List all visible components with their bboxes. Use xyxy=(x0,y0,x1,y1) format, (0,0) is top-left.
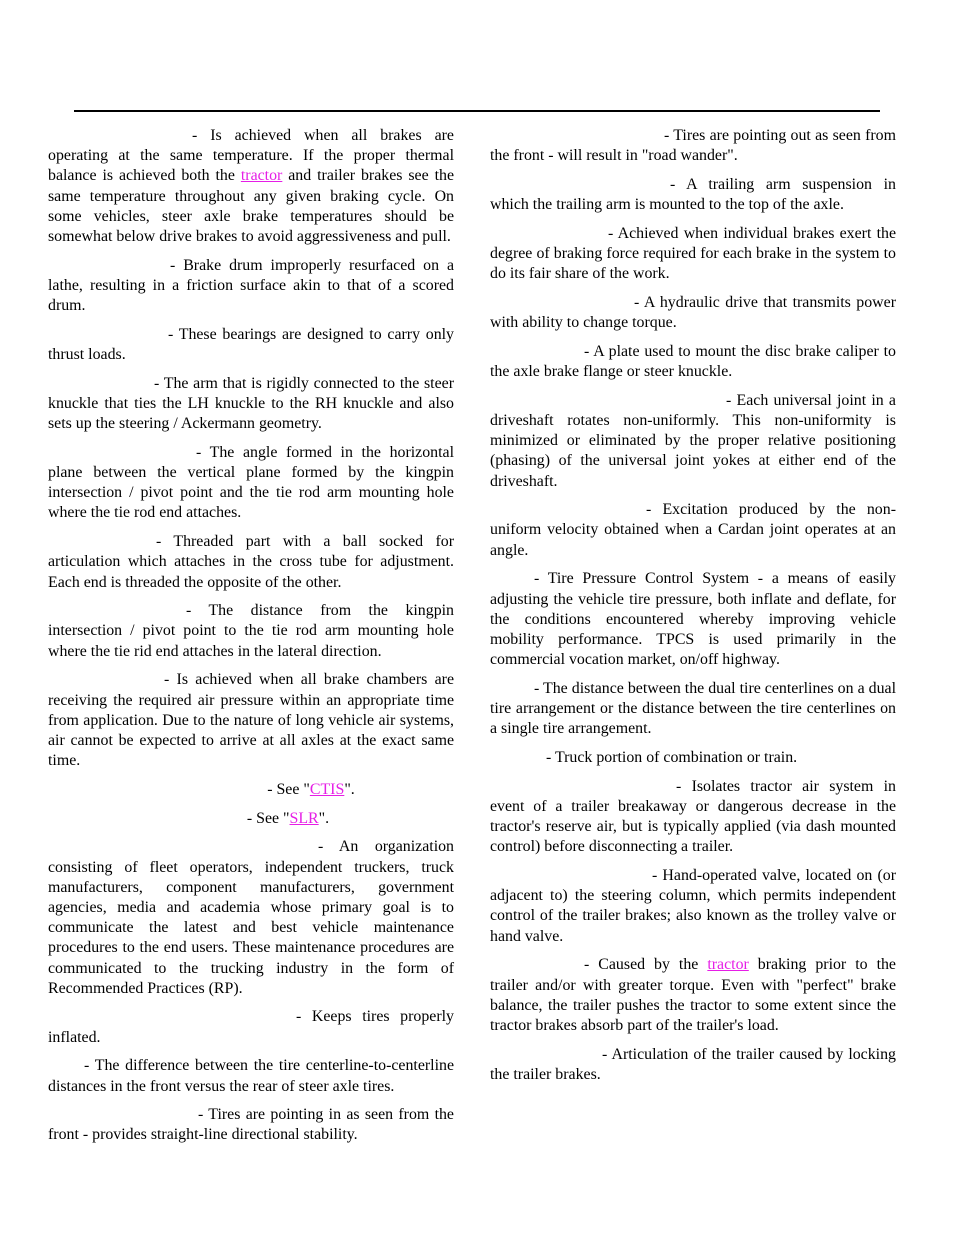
definition-tie-rod-arm-angle: - The angle formed in the horizontal plane between the vertical plane formed by the kingpin intersection / pivot point and the tie rod arm mounting hole where the tie rod end attaches. xyxy=(48,443,454,522)
definition-toe: - The difference between the tire centerline-to-centerline distances in the front versus the rear of steer axle tires. xyxy=(48,1057,454,1095)
definition-thermal-balance: - Is achieved when all brakes are operating at the same temperature. If the proper thermal balance is achieved both the tractor and trailer brakes see the same temperature throughout any given braking cycle. On some vehicles, steer axle brake temperatures should be somewhat below drive brakes to avoid aggressiveness and pull. xyxy=(48,127,454,246)
definition-organization: - An organization consisting of fleet operators, independent truckers, truck manufacturers, component manufacturers, government agencies, media and academia whose primary goal is to communicate the latest and best vehicle maintenance procedures to the end users. These maintenance procedures are communicated to the trucking industry in the form of Recommended Practices (RP). xyxy=(48,838,454,997)
right-column xyxy=(490,126,896,1094)
definition-torque-balance: - Achieved when individual brakes exert the degree of braking force required for each brake in the system to do its fair share of the work. xyxy=(490,224,896,283)
definition-drum-resurface: - Brake drum improperly resurfaced on a lathe, resulting in a friction surface akin to that of a scored drum. xyxy=(48,256,454,315)
definition-tire-inflation: - Keeps tires properly inflated. xyxy=(48,1008,454,1046)
definition-thrust-bearings: - These bearings are designed to carry only thrust loads. xyxy=(48,325,454,364)
definition-toe-in: - Tires are pointing in as seen from the front - provides straight-line directional stability. xyxy=(48,1106,454,1144)
definition-tie-rod-end: - Threaded part with a ball socked for articulation which attaches in the cross tube for adjustment. Each end is threaded the opposite of the other. xyxy=(48,533,454,591)
definition-tractor-protection-valve: - Isolates tractor air system in event of a trailer breakaway or dangerous decrease in the tractor's reserve air, but is typically applied (via dash mounted control) before disconnecting a trailer. xyxy=(490,777,896,856)
definition-torsional-excitation: - Each universal joint in a driveshaft rotates non-uniformly. This non-uniformity is minimized or eliminated by the proper relative positioning (phasing) of the universal joint yokes at either end of the driveshaft. xyxy=(490,391,896,490)
header-rule xyxy=(74,110,880,112)
definition-timing-balance: - Is achieved when all brake chambers are receiving the required air pressure within an appropriate time from application. Due to the nature of long vehicle air systems, air cannot be expected to arrive at all axles at the exact same time. xyxy=(48,671,454,770)
definition-see-slr: - See "SLR". xyxy=(246,809,330,827)
definition-torque-converter: - A hydraulic drive that transmits power with ability to change torque. xyxy=(490,293,896,332)
definition-tpcs: - Tire Pressure Control System - a means of easily adjusting the vehicle tire pressure, both inflate and deflate, for the conditions encountered whereby improving vehicle mobility performance. TPCS is used primarily in the commercial vocation market, on/off highway. xyxy=(490,570,896,669)
definition-tractor: - Truck portion of combination or train. xyxy=(546,748,798,766)
link-slr[interactable]: SLR xyxy=(289,809,319,827)
definition-trailer-control-valve: - Hand-operated valve, located on (or adjacent to) the steering column, which permits independent control of the trailer brakes; also known as the trolley valve or hand valve. xyxy=(490,867,896,945)
definition-trailer-push: - Caused by the tractor braking prior to the trailer and/or with greater torque. Even with "perfect" brake balance, the trailer pushes the tractor to some extent since the tractor brakes absorb part of the trailer's load. xyxy=(490,956,896,1034)
definition-top-mount-suspension: - A trailing arm suspension in which the trailing arm is mounted to the top of the axle. xyxy=(490,175,896,214)
definition-toe-out: - Tires are pointing out as seen from the front - will result in "road wander". xyxy=(490,127,896,165)
link-tractor[interactable]: tractor xyxy=(240,167,283,185)
link-tractor-2[interactable]: tractor xyxy=(707,956,749,974)
definition-torque-plate: - A plate used to mount the disc brake caliper to the axle brake flange or steer knuckle. xyxy=(490,342,896,381)
definition-tie-rod-arm-length: - The distance from the kingpin intersection / pivot point to the tie rod arm mounting hole where the tie rid end attaches in the lateral direction. xyxy=(48,602,454,660)
left-column xyxy=(48,126,454,1154)
definition-torsional-vibration: - Excitation produced by the non-uniform velocity obtained when a Cardan joint operates at an angle. xyxy=(490,501,896,559)
definition-tie-rod-arm: - The arm that is rigidly connected to the steer knuckle that ties the LH knuckle to the RH knuckle and also sets up the steering / Ackermann geometry. xyxy=(48,374,454,433)
definition-trailer-swing: - Articulation of the trailer caused by locking the trailer brakes. xyxy=(490,1045,896,1083)
definition-track: - The distance between the dual tire centerlines on a dual tire arrangement or the distance between the tire centerlines on a single tire arrangement. xyxy=(490,679,896,738)
definition-see-ctis: - See "CTIS". xyxy=(267,780,355,798)
link-ctis[interactable]: CTIS xyxy=(309,780,345,798)
